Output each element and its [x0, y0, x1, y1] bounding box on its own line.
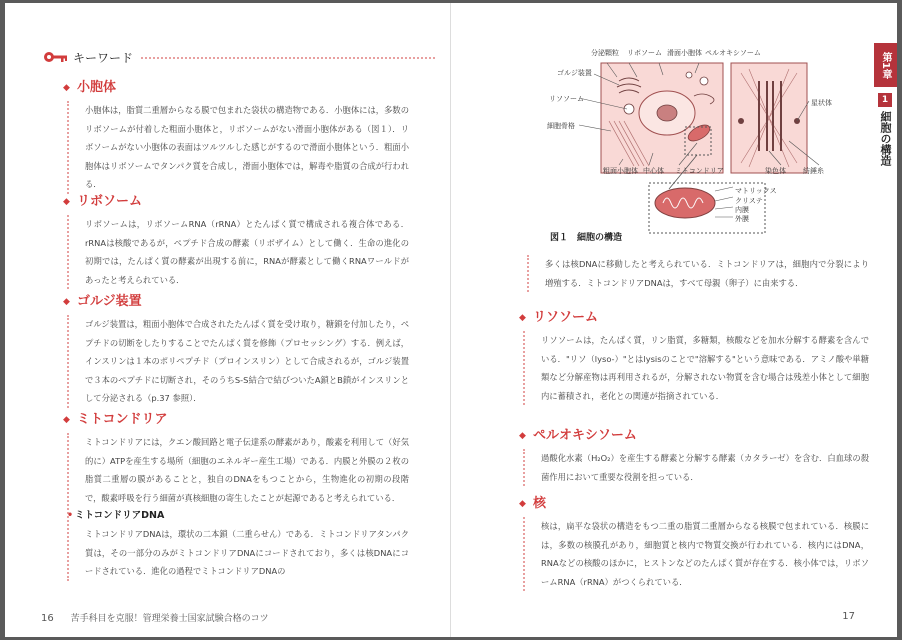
section-ribosome — [63, 193, 413, 289]
subsection-title: • ミトコンドリアDNA — [67, 507, 409, 525]
cell-diagram — [519, 41, 859, 241]
label-chromosome: 染色体 — [765, 167, 786, 175]
section-title: ◆ ゴルジ装置 — [63, 293, 413, 311]
section-body: リボソームは，リボソームRNA（rRNA）とたんぱく質で構成される複合体である．rRNAは核酸であるが，ペプチド合成の酵素（リボザイム）として働く．生命の進化の初期では，たんぱく質の酵素が出現する前に，RNAが酵素として働くRNAワールドがあったと考えられている． — [67, 215, 413, 289]
book-title: 苦手科目を克服！管理栄養士国家試験合格のコツ — [70, 614, 269, 624]
section-body: リソソームは，たんぱく質，リン脂質，多糖類，核酸などを加水分解する酵素を含んでいる．"リソ（lyso-）"とはlysisのことで"溶解する"という意味である．アミノ酸や単糖類など分解産物は再利用されるが，分解されない物質を含む場合は残差小体として細胞内に蓄積され，老化との関連が指摘されている． — [523, 331, 873, 405]
section-er — [63, 79, 413, 194]
label-centrosome: 中心体 — [643, 167, 664, 175]
chapter-label: 第1章 — [874, 43, 897, 87]
label-ribosome: リボソーム — [627, 49, 662, 57]
page-number: 16 — [41, 613, 54, 624]
section-nucleus — [519, 495, 873, 591]
header-divider — [141, 57, 435, 59]
paragraph: ミトコンドリアには，クエン酸回路と電子伝達系の酵素があり，酸素を利用して（好気的に）ATPを産生する場所（細胞のエネルギー産生工場）である．内膜と外膜の２枚の脂質二重層の膜があることと，独自のDNAをもつことから，生物進化の初期の段階で，酸素呼吸を行う細菌が真核細胞の寄生したことが起源であると考えられている． — [85, 437, 409, 503]
section-body: ゴルジ装置は，粗面小胞体で合成されたたんぱく質を受け取り，糖鎖を付加したり，ペプチドの切断をしたりすることでたんぱく質を修飾（プロセッシング）する．例えば，インスリンは１本のポリペプチド（プロインスリン）として合成されるが，ゴルジ装置で３本のペプチドに切断され，そのうちS-S結合で結びついたA鎖とB鎖がインスリンとして分泌される（p.37 参照）． — [67, 315, 413, 408]
section-title: ◆ リソソーム — [519, 309, 873, 327]
keyword-label: キーワード — [73, 51, 134, 65]
section-body: 小胞体は，脂質二重層からなる膜で包まれた袋状の構造物である．小胞体には，多数のリボソームが付着した粗面小胞体と，リボソームがない滑面小胞体がある（図１）．リボソームがない小胞体の表面はツルツルした感じがするので滑面小胞体という．粗面小胞体はリボソームでタンパク質を合成し，滑面小胞体では，解毒や脂質の合成が行われる． — [67, 101, 413, 194]
section-body — [67, 433, 413, 581]
right-page — [451, 3, 897, 637]
label-matrix: マトリックス — [735, 187, 777, 195]
label-cytoskeleton: 細胞骨格 — [547, 122, 575, 130]
label-aster: 星状体 — [811, 99, 832, 107]
section-title: ◆ ミトコンドリア — [63, 411, 413, 429]
left-page — [5, 3, 451, 637]
label-mitochondria: ミトコンドリア — [675, 167, 724, 175]
section-title: ◆ リボソーム — [63, 193, 413, 211]
keyword-header — [43, 47, 435, 67]
section-mitochondria — [63, 411, 413, 581]
section-lysosome — [519, 309, 873, 405]
label-cristae: クリステ — [735, 197, 763, 205]
section-golgi — [63, 293, 413, 408]
label-spindle: 紡錘糸 — [803, 167, 824, 175]
label-outer-membrane: 外膜 — [735, 215, 749, 223]
section-title: ◆ 小胞体 — [63, 79, 413, 97]
book-spread — [5, 3, 897, 637]
section-peroxisome — [519, 427, 873, 486]
chapter-tab — [874, 43, 897, 177]
label-inner-membrane: 内膜 — [735, 206, 749, 214]
label-lysosome: リソソーム — [549, 95, 584, 103]
page-number: 17 — [842, 611, 855, 622]
label-golgi: ゴルジ装置 — [557, 69, 592, 77]
figure-caption: 図１ 細胞の構造 — [550, 233, 623, 243]
cell-structure-figure — [519, 41, 859, 241]
section-title: ◆ 核 — [519, 495, 873, 513]
label-secretory: 分泌顆粒 — [591, 49, 619, 57]
key-icon — [43, 49, 69, 65]
section-heading: 細胞の構造 — [879, 111, 892, 166]
section-body: 過酸化水素（H₂O₂）を産生する酵素と分解する酵素（カタラーゼ）を含む．白血球の殺菌作用において重要な役割を担っている． — [523, 449, 873, 486]
continuation — [523, 255, 873, 292]
continuation-body: 多くは核DNAに移動したと考えられている．ミトコンドリアは，細胞内で分裂により増殖する．ミトコンドリアDNAは，すべて母親（卵子）に由来する． — [527, 255, 873, 292]
section-body: 核は，扁平な袋状の構造をもつ二重の脂質二重層からなる核膜で包まれている．核膜には，多数の核膜孔があり，細胞質と核内で物質交換が行われている．核内にはDNA，RNAなどの核酸のほかに，ヒストンなどのたんぱく質が存在する．核小体では，リボソームRNA（rRNA）がつくられている． — [523, 517, 873, 591]
footer — [41, 611, 269, 624]
label-peroxisome: ペルオキシソーム — [705, 49, 761, 57]
section-number: 1 — [878, 93, 892, 107]
label-smooth-er: 滑面小胞体 — [667, 49, 702, 57]
label-rough-er: 粗面小胞体 — [603, 167, 638, 175]
paragraph: ミトコンドリアDNAは，環状の二本鎖（二重らせん）である．ミトコンドリアタンパク質は，その一部分のみがミトコンドリアDNAにコードされており，多くは核DNAにコードされている．進化の過程でミトコンドリアDNAの — [85, 529, 409, 576]
section-title: ◆ ペルオキシソーム — [519, 427, 873, 445]
